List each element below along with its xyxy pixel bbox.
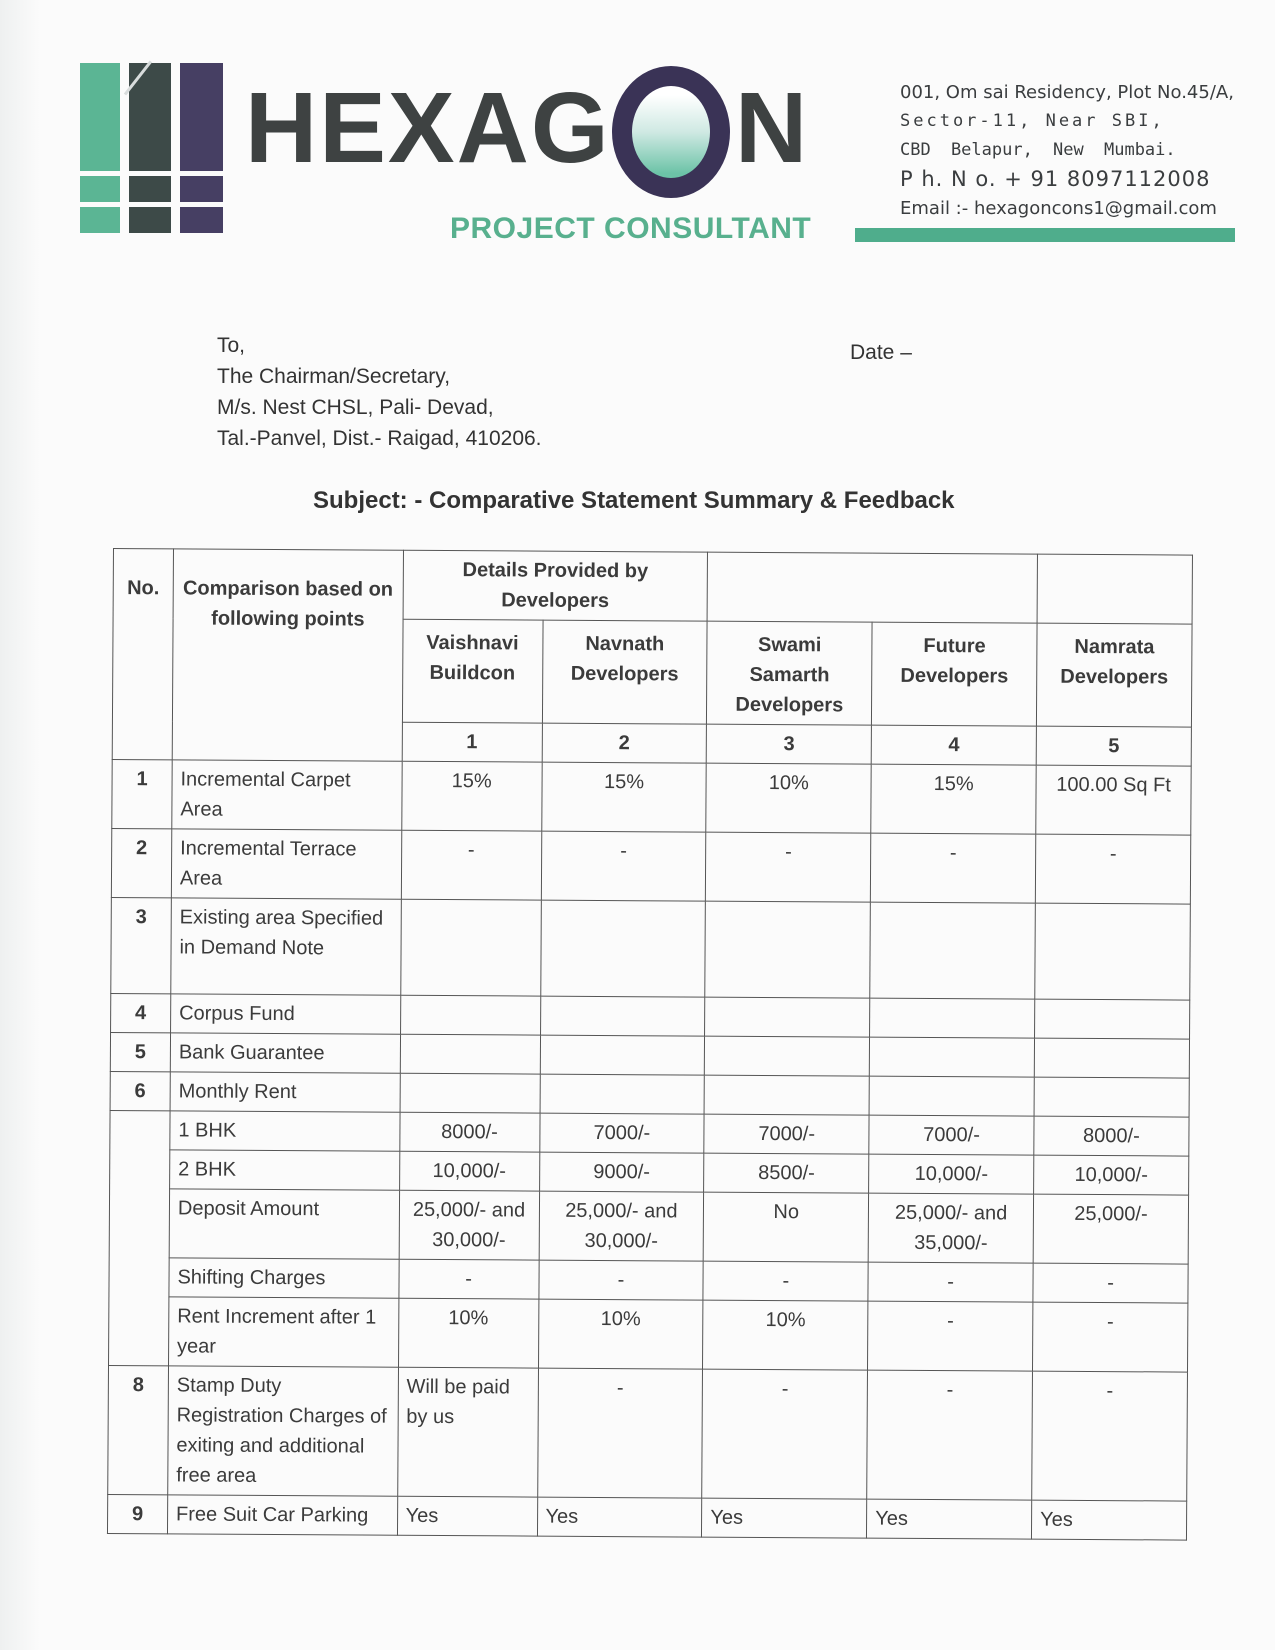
developer-value: 10,000/- (1034, 1155, 1189, 1195)
header-developer: Navnath Developers (542, 620, 707, 724)
header-details-group: Details Provided by Developers (403, 550, 708, 621)
developer-value: - (399, 1259, 539, 1299)
logo-block (80, 63, 120, 171)
developer-value (870, 998, 1035, 1038)
brand-o-ring-icon (612, 66, 730, 198)
developer-value: - (702, 1369, 868, 1499)
developer-value: - (538, 1260, 703, 1300)
developer-value: Yes (702, 1498, 867, 1538)
developer-value (540, 1035, 705, 1075)
table-row (110, 1149, 1189, 1195)
developer-value: - (401, 830, 541, 900)
table-row (110, 1032, 1189, 1078)
developer-value: 100.00 Sq Ft (1036, 765, 1191, 835)
developer-value: 10% (398, 1298, 538, 1368)
table-row (111, 897, 1191, 1000)
header-index: 2 (542, 723, 707, 763)
developer-value: 15% (541, 762, 706, 832)
developer-value: 8000/- (1034, 1116, 1189, 1156)
logo-block (80, 207, 120, 233)
developer-value (1034, 1038, 1189, 1078)
brand-accent-bar (855, 228, 1235, 242)
logo-block (129, 176, 171, 202)
developer-value: - (1032, 1371, 1188, 1501)
logo-block (180, 176, 223, 202)
developer-value: No (704, 1192, 869, 1262)
comparison-point: Stamp Duty Registration Charges of exiting and additional free area (168, 1366, 398, 1496)
table-row (109, 1188, 1188, 1264)
row-number: 4 (111, 993, 171, 1032)
developer-value: - (868, 1301, 1033, 1371)
developer-value: 25,000/- and 35,000/- (868, 1193, 1033, 1263)
developer-value: 25,000/- and 30,000/- (539, 1191, 704, 1261)
row-number: 8 (108, 1365, 169, 1494)
developer-value: 10,000/- (399, 1151, 539, 1191)
developer-value: 25,000/- (1033, 1194, 1188, 1264)
developer-value: 7000/- (869, 1115, 1034, 1155)
developer-value: 8500/- (704, 1153, 869, 1193)
header-comparison-points: Comparison based on following points (172, 549, 403, 761)
row-number: 3 (111, 897, 172, 993)
developer-value: - (541, 831, 706, 901)
developer-value: 25,000/- and 30,000/- (399, 1190, 539, 1260)
company-phone: P h. N o. + 91 8097112008 (900, 167, 1211, 191)
header-developer: Future Developers (872, 622, 1037, 726)
developer-value: - (537, 1368, 703, 1498)
row-number (109, 1110, 171, 1365)
developer-value: 10% (538, 1299, 703, 1369)
table-row (111, 828, 1190, 904)
brand-name-last-letter: N (735, 72, 808, 184)
row-number: 9 (107, 1494, 167, 1533)
comparison-point: Deposit Amount (169, 1189, 399, 1259)
row-number: 1 (112, 759, 172, 828)
developer-value: Yes (537, 1497, 702, 1537)
table-row (107, 1494, 1186, 1540)
developer-value (705, 901, 870, 998)
company-address (900, 78, 1234, 223)
developer-value (1035, 903, 1191, 1000)
developer-value: 8000/- (399, 1112, 539, 1152)
developer-value (705, 1036, 870, 1076)
header-blank (1037, 554, 1192, 624)
developer-value: 15% (401, 761, 541, 831)
logo-block (180, 63, 223, 171)
comparison-table (107, 548, 1193, 1541)
header-no: No. (112, 549, 173, 760)
recipient-line: Tal.-Panvel, Dist.- Raigad, 410206. (217, 427, 542, 450)
developer-value: 10% (706, 763, 871, 833)
developer-value: 10% (703, 1300, 868, 1370)
developer-value: 15% (871, 764, 1036, 834)
developer-value: - (867, 1370, 1033, 1500)
subject-line: Subject: - Comparative Statement Summary & Feedback (313, 487, 955, 514)
developer-value (870, 1037, 1035, 1077)
company-email: Email :- hexagoncons1@gmail.com (900, 198, 1217, 219)
comparison-point: Bank Guarantee (170, 1033, 400, 1073)
table-row (112, 759, 1191, 835)
developer-value: - (871, 833, 1036, 903)
brand-subtitle: PROJECT CONSULTANT (450, 212, 812, 245)
developer-value: - (1033, 1263, 1188, 1303)
comparison-point: Rent Increment after 1 year (168, 1297, 398, 1367)
table-row (109, 1296, 1188, 1372)
logo-block (180, 207, 223, 233)
address-line-1: 001, Om sai Residency, Plot No.45/A, (900, 82, 1234, 103)
developer-value: Yes (1032, 1500, 1187, 1540)
recipient-line: To, (217, 334, 246, 357)
developer-value (869, 1076, 1034, 1116)
recipient-block (217, 330, 542, 454)
developer-value (540, 996, 705, 1036)
developer-value: - (1035, 834, 1190, 904)
developer-value (540, 900, 705, 997)
table-row (111, 993, 1190, 1039)
comparison-point: 2 BHK (170, 1150, 400, 1190)
developer-value: 9000/- (539, 1152, 704, 1192)
comparison-point: 1 BHK (170, 1111, 400, 1151)
logo-block (80, 176, 120, 202)
page-edge-shadow (0, 0, 40, 1650)
comparison-point: Free Suit Car Parking (167, 1495, 397, 1535)
developer-value: Will be paid by us (397, 1367, 538, 1497)
header-index: 4 (871, 725, 1036, 765)
developer-value (1034, 1077, 1189, 1117)
table-row (109, 1257, 1188, 1303)
developer-value: - (1033, 1302, 1188, 1372)
comparison-point: Incremental Carpet Area (172, 760, 402, 830)
row-number: 2 (111, 828, 171, 897)
recipient-line: M/s. Nest CHSL, Pali- Devad, (217, 396, 494, 419)
brand-name: HEXAG (245, 72, 611, 184)
header-developer: Swami Samarth Developers (707, 621, 872, 725)
header-blank (707, 552, 1037, 623)
address-line-3: CBD Belapur, New Mumbai. (900, 140, 1176, 160)
developer-value: 7000/- (704, 1114, 869, 1154)
address-line-2: Sector-11, Near SBI, (900, 111, 1165, 131)
developer-value (704, 1075, 869, 1115)
comparison-point: Incremental Terrace Area (171, 829, 401, 899)
row-number: 5 (110, 1032, 170, 1071)
developer-value: Yes (867, 1499, 1032, 1539)
developer-value: - (703, 1261, 868, 1301)
developer-value (870, 902, 1035, 999)
header-index: 3 (707, 724, 872, 764)
header-index: 5 (1036, 726, 1191, 766)
recipient-line: The Chairman/Secretary, (217, 365, 451, 388)
table-row (110, 1071, 1189, 1117)
header-developer: Namrata Developers (1037, 623, 1193, 727)
developer-value: 7000/- (539, 1113, 704, 1153)
developer-value (400, 995, 540, 1035)
header-index: 1 (402, 722, 542, 762)
date-label: Date – (850, 341, 912, 364)
developer-value (540, 1074, 705, 1114)
developer-value (705, 997, 870, 1037)
comparison-point: Shifting Charges (169, 1258, 399, 1298)
logo-block (129, 207, 171, 233)
comparison-point: Corpus Fund (170, 994, 400, 1034)
developer-value: - (868, 1262, 1033, 1302)
comparison-point: Monthly Rent (170, 1072, 400, 1112)
row-number: 6 (110, 1071, 170, 1110)
hexagon-logo-icon (80, 63, 225, 233)
developer-value (400, 1034, 540, 1074)
header-developer: Vaishnavi Buildcon (402, 619, 543, 723)
table-row (110, 1110, 1189, 1156)
developer-value: 10,000/- (869, 1154, 1034, 1194)
developer-value (400, 1073, 540, 1113)
developer-value (400, 899, 540, 996)
comparison-point: Existing area Specified in Demand Note (171, 898, 401, 995)
developer-value: - (706, 832, 871, 902)
developer-value (1035, 999, 1190, 1039)
table-row (108, 1365, 1188, 1501)
developer-value: Yes (397, 1496, 537, 1536)
table-header-row (113, 549, 1192, 625)
